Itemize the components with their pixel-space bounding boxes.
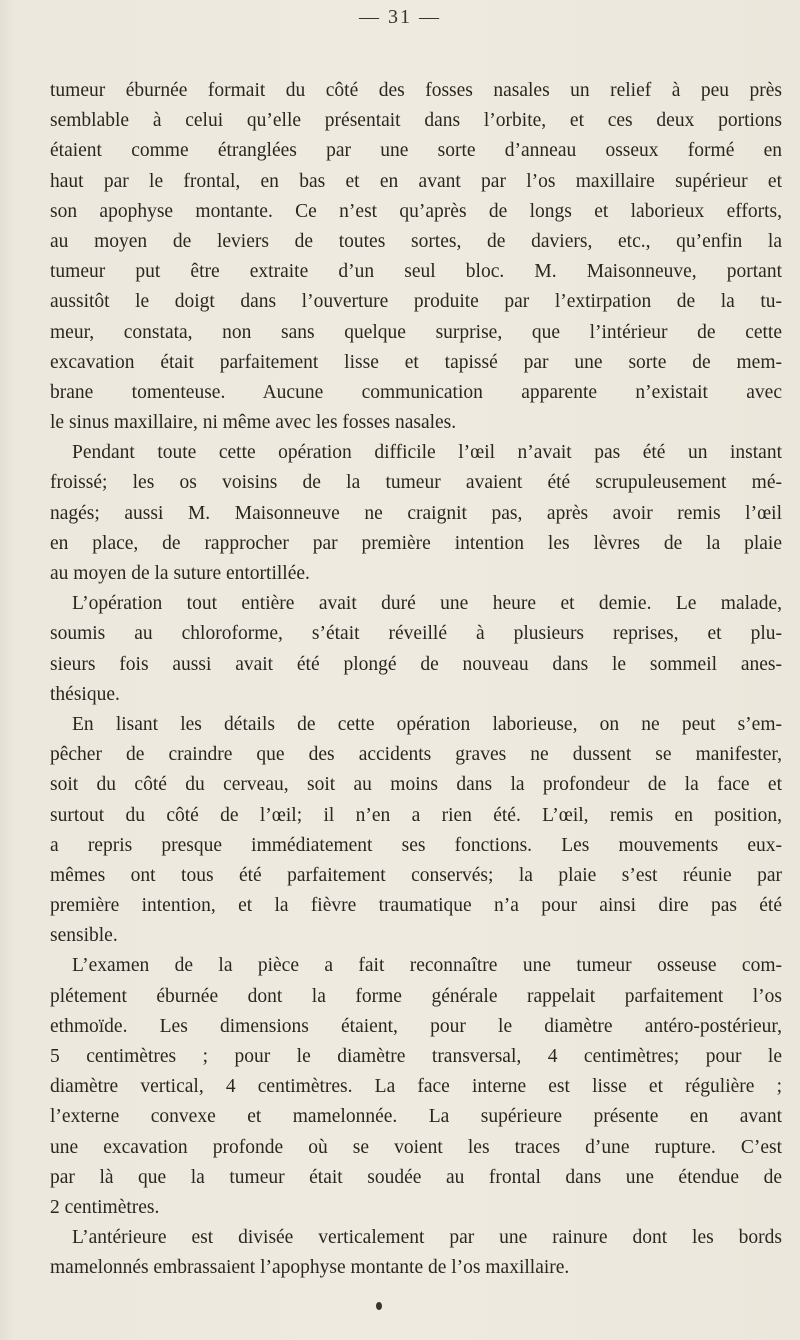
text-line: une excavation profonde où se voient les traces d’une rupture. C’est: [50, 1136, 782, 1158]
text-line: a repris presque immédiatement ses fonctions. Les mouvements eux-: [50, 834, 782, 856]
text-line: En lisant les détails de cette opération laborieuse, on ne peut s’em-: [72, 713, 782, 735]
text-line: étaient comme étranglées par une sorte d’anneau osseux formé en: [50, 140, 782, 162]
text-line: Pendant toute cette opération difficile l’œil n’avait pas été un instant: [72, 442, 782, 464]
text-line: froissé; les os voisins de la tumeur avaient été scrupuleusement mé-: [50, 472, 782, 494]
text-line: 2 centimètres.: [50, 1196, 160, 1218]
body-text: [50, 76, 782, 1284]
text-line: semblable à celui qu’elle présentait dans l’orbite, et ces deux portions: [50, 110, 782, 132]
text-line: ethmoïde. Les dimensions étaient, pour le diamètre antéro-postérieur,: [50, 1015, 782, 1037]
text-line: soumis au chloroforme, s’était réveillé à plusieurs reprises, et plu-: [50, 623, 782, 645]
text-line: l’externe convexe et mamelonnée. La supérieure présente en avant: [50, 1106, 782, 1128]
text-line: sieurs fois aussi avait été plongé de nouveau dans le sommeil anes-: [50, 653, 782, 675]
text-line: L’examen de la pièce a fait reconnaître une tumeur osseuse com-: [72, 955, 782, 977]
text-line: brane tomenteuse. Aucune communication apparente n’existait avec: [50, 381, 782, 403]
page-number: — 31 —: [359, 6, 441, 28]
text-line: tumeur éburnée formait du côté des fosses nasales un relief à peu près: [50, 80, 782, 101]
ink-speck: [376, 1302, 382, 1310]
text-line: diamètre vertical, 4 centimètres. La face interne est lisse et régulière ;: [50, 1076, 782, 1098]
text-line: aussitôt le doigt dans l’ouverture produite par l’extirpation de la tu-: [50, 291, 782, 313]
text-line: pêcher de craindre que des accidents graves ne dussent se manifester,: [50, 744, 782, 766]
text-line: tumeur put être extraite d’un seul bloc. M. Maisonneuve, portant: [50, 261, 782, 283]
text-line: nagés; aussi M. Maisonneuve ne craignit pas, après avoir remis l’œil: [50, 502, 782, 524]
text-line: L’opération tout entière avait duré une heure et demie. Le malade,: [72, 593, 782, 615]
text-line: mamelonnés embrassaient l’apophyse montante de l’os maxillaire.: [50, 1257, 570, 1279]
text-line: en place, de rapprocher par première intention les lèvres de la plaie: [50, 532, 782, 554]
text-line: le sinus maxillaire, ni même avec les fosses nasales.: [50, 412, 457, 434]
text-line: au moyen de la suture entortillée.: [50, 563, 310, 584]
text-line: meur, constata, non sans quelque surprise, que l’intérieur de cette: [50, 321, 782, 343]
text-line: L’antérieure est divisée verticalement par une rainure dont les bords: [72, 1227, 782, 1249]
text-line: excavation était parfaitement lisse et tapissé par une sorte de mem-: [50, 351, 782, 373]
text-line: 5 centimètres ; pour le diamètre transversal, 4 centimètres; pour le: [50, 1046, 782, 1067]
text-line: au moyen de leviers de toutes sortes, de daviers, etc., qu’enfin la: [50, 230, 782, 252]
text-line: haut par le frontal, en bas et en avant par l’os maxillaire supérieur et: [50, 170, 782, 192]
text-line: surtout du côté de l’œil; il n’en a rien été. L’œil, remis en position,: [50, 804, 782, 826]
text-line: son apophyse montante. Ce n’est qu’après de longs et laborieux efforts,: [50, 200, 782, 222]
text-line: par là que la tumeur était soudée au frontal dans une étendue de: [50, 1166, 782, 1188]
text-line: sensible.: [50, 925, 118, 947]
text-line: plétement éburnée dont la forme générale rappelait parfaitement l’os: [50, 985, 782, 1007]
text-line: mêmes ont tous été parfaitement conservés; la plaie s’est réunie par: [50, 864, 782, 886]
text-line: soit du côté du cerveau, soit au moins dans la profondeur de la face et: [50, 774, 782, 796]
text-line: thésique.: [50, 683, 120, 705]
text-line: première intention, et la fièvre traumatique n’a pour ainsi dire pas été: [50, 895, 782, 917]
